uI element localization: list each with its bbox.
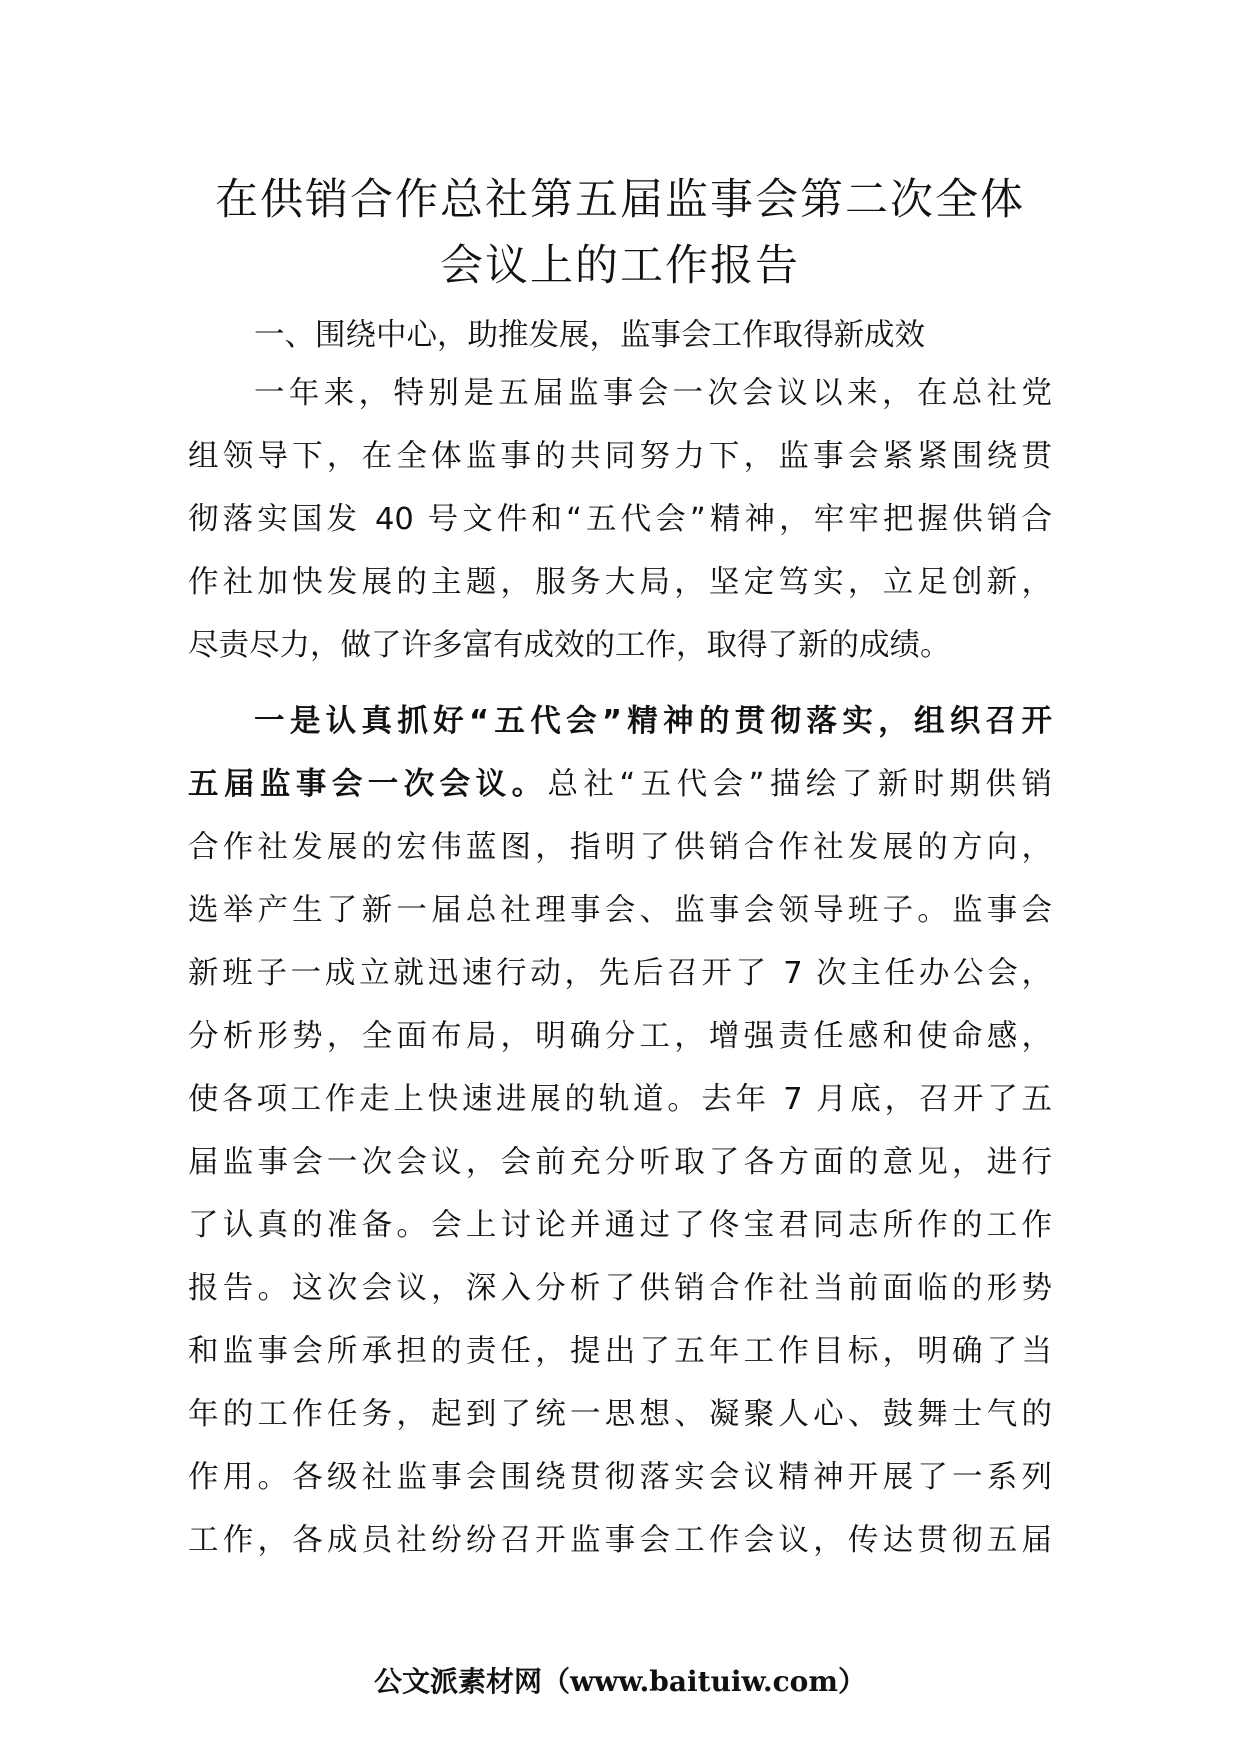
paragraph-line: 报告。这次会议，深入分析了供销合作社当前面临的形势 [188, 1271, 1052, 1306]
paragraph-line: 了认真的准备。会上讨论并通过了佟宝君同志所作的工作 [188, 1208, 1052, 1243]
paragraph-line: 彻落实国发 40 号文件和“五代会”精神，牢牢把握供销合 [188, 502, 1052, 537]
paragraph-1 [188, 362, 1052, 677]
paragraph-line: 新班子一成立就迅速行动，先后召开了 7 次主任办公会， [188, 956, 1052, 991]
paragraph-line: 合作社发展的宏伟蓝图，指明了供销合作社发展的方向， [188, 830, 1052, 865]
paragraph-line: 尽责尽力，做了许多富有成效的工作，取得了新的成绩。 [188, 628, 951, 663]
paragraph-fragment: 总社“五代会”描绘了新时期供销 [547, 767, 1053, 802]
document-title-line1: 在供销合作总社第五届监事会第二次全体 [215, 175, 1025, 225]
paragraph-line: 组领导下，在全体监事的共同努力下，监事会紧紧围绕贯 [188, 439, 1052, 474]
paragraph-bold-line: 一是认真抓好“五代会”精神的贯彻落实，组织召开 [254, 704, 1052, 739]
document-title-line2: 会议上的工作报告 [440, 241, 800, 291]
paragraph-line: 一年来，特别是五届监事会一次会议以来，在总社党 [254, 376, 1052, 411]
paragraph-line: 工作，各成员社纷纷召开监事会工作会议，传达贯彻五届 [188, 1523, 1052, 1558]
paragraph-line: 分析形势，全面布局，明确分工，增强责任感和使命感， [188, 1019, 1052, 1054]
paragraph-2 [188, 690, 1052, 1572]
paragraph-line: 年的工作任务，起到了统一思想、凝聚人心、鼓舞士气的 [188, 1397, 1052, 1432]
paragraph-line: 和监事会所承担的责任，提出了五年工作目标，明确了当 [188, 1334, 1052, 1369]
paragraph-mixed-line [188, 753, 1052, 816]
paragraph-line: 使各项工作走上快速进展的轨道。去年 7 月底，召开了五 [188, 1082, 1052, 1117]
footer-watermark-text: 公文派素材网（www.baituiw.com） [374, 1665, 866, 1698]
paragraph-line: 作用。各级社监事会围绕贯彻落实会议精神开展了一系列 [188, 1460, 1052, 1495]
paragraph-line: 届监事会一次会议，会前充分听取了各方面的意见，进行 [188, 1145, 1052, 1180]
section-heading: 一、围绕中心，助推发展，监事会工作取得新成效 [254, 318, 925, 353]
paragraph-line: 选举产生了新一届总社理事会、监事会领导班子。监事会 [188, 893, 1052, 928]
paragraph-line: 作社加快发展的主题，服务大局，坚定笃实，立足创新， [188, 565, 1052, 600]
paragraph-bold-fragment: 五届监事会一次会议。 [188, 767, 548, 802]
